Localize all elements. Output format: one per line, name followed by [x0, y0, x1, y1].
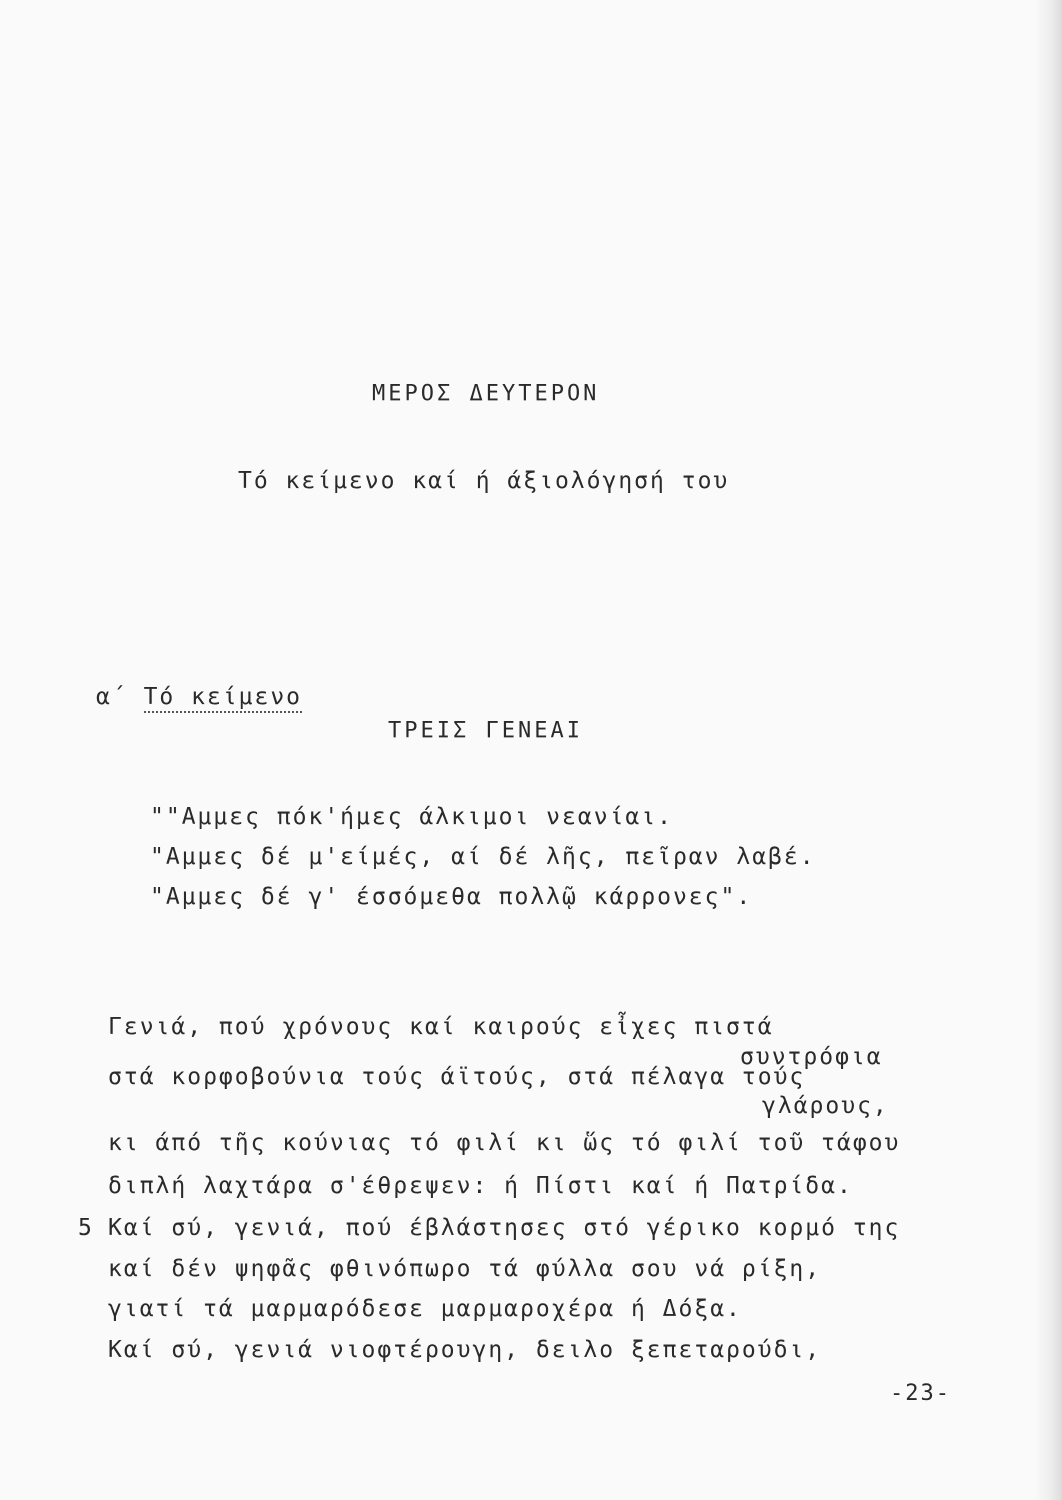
poem-line-1-continuation: συντρόφια: [740, 1044, 883, 1070]
section-label-prefix: α΄: [96, 684, 128, 710]
poem-line-2: στά κορφοβούνια τούς άϊτούς, στά πέλαγα τούς: [108, 1064, 806, 1090]
poem-line-4: διπλή λαχτάρα σ'έθρεψεν: ή Πίστι καί ή Πατρίδα.: [108, 1173, 853, 1199]
poem-title: ΤΡΕΙΣ ΓΕΝΕΑΙ: [388, 718, 583, 743]
epigraph-line-2: "Αμμες δέ μ'είμές, αί δέ λῆς, πεῖραν λαβέ.: [150, 844, 816, 870]
poem-line-6: καί δέν ψηφᾶς φθινόπωρο τά φύλλα σου νά ρίξη,: [108, 1256, 822, 1282]
poem-line-2-continuation: γλάρους,: [762, 1093, 889, 1119]
page-number: -23-: [890, 1381, 951, 1406]
poem-line-5: Καί σύ, γενιά, πού έβλάστησες στό γέρικο κορμό της: [108, 1215, 901, 1241]
poem-line-3: κι άπό τῆς κούνιας τό φιλί κι ὥς τό φιλί τοῦ τάφου: [108, 1130, 901, 1156]
poem-line-8: Καί σύ, γενιά νιοφτέρουγη, δειλο ξεπεταρούδι,: [108, 1337, 822, 1363]
part-title: ΜΕΡΟΣ ΔΕΥΤΕΡΟΝ: [372, 381, 600, 406]
epigraph-line-1: ""Αμμες πόκ'ήμες άλκιμοι νεανίαι.: [150, 804, 673, 830]
poem-line-7: γιατί τά μαρμαρόδεσε μαρμαροχέρα ή Δόξα.: [108, 1296, 742, 1322]
poem-line-1: Γενιά, πού χρόνους καί καιρούς εἶχες πιστά: [108, 1014, 774, 1040]
page-edge-shadow: [1034, 0, 1062, 1500]
section-label: [96, 686, 302, 709]
epigraph-line-3: "Αμμες δέ γ' έσσόμεθα πολλῷ κάρρονες".: [150, 884, 753, 910]
section-label-text: Τό κείμενο: [144, 684, 302, 713]
line-number-5: 5: [78, 1215, 92, 1241]
subtitle: Τό κείμενο καί ή άξιολόγησή του: [238, 468, 730, 494]
